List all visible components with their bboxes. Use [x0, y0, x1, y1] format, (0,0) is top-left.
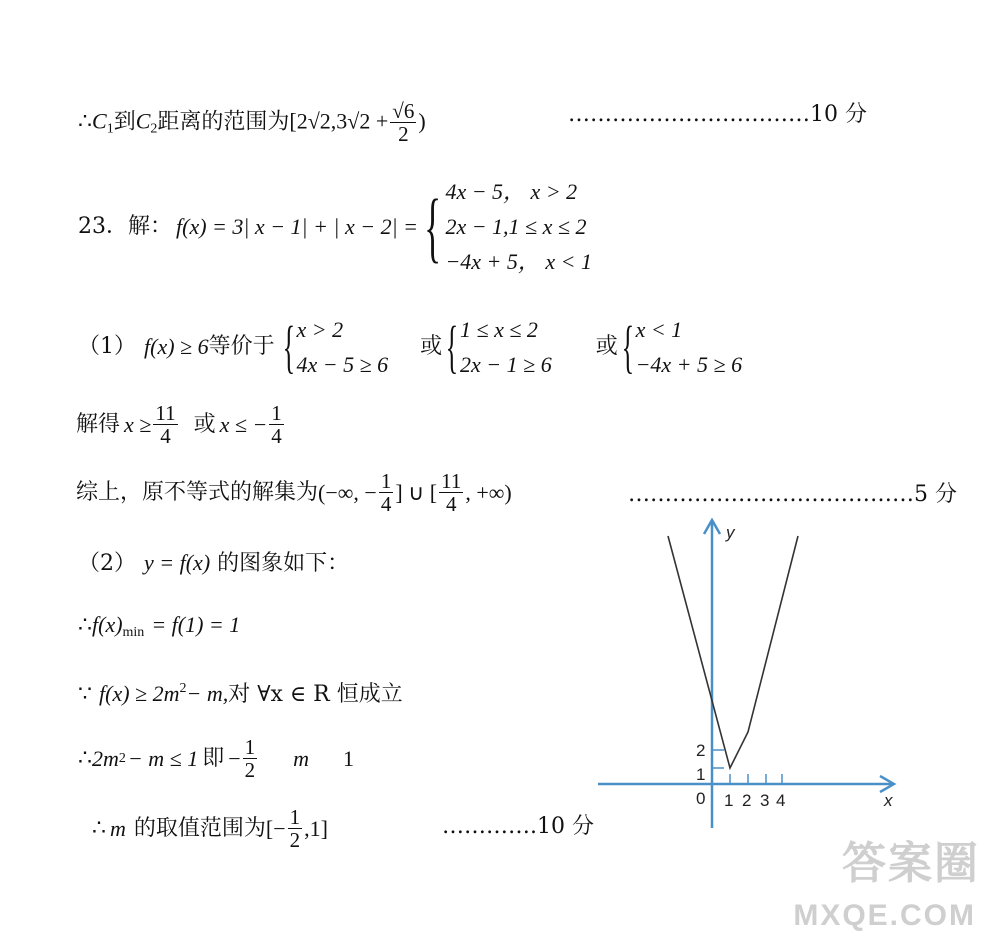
watermark-logo: 答案圈: [842, 839, 980, 888]
system-3: { x < 1 −4x + 5 ≥ 6: [621, 314, 743, 380]
summary-line: 综上，原不等式的解集为 (−∞, − $\frac{1}{4}$ ] ∪ [ $\frac{11}{4}$ , +∞): [76, 469, 512, 517]
inequality-line: ∴ 2m 2 − m ≤ 1 即 − $\frac{1}{2}$ m 1: [78, 735, 355, 783]
therefore-symbol: ∴: [78, 109, 92, 135]
q23-definition: 23．解： f(x) = 3| x − 1| + | x − 2| = { 4x − 5， x > 2 2x − 1,1 ≤ x ≤ 2 −4x + 5， x < 1: [78, 174, 592, 280]
y-tick-label-1: 1: [696, 765, 706, 784]
x-tick-label-3: 3: [760, 791, 770, 810]
question-number: 23．解：: [78, 213, 172, 239]
system-2: { 1 ≤ x ≤ 2 2x − 1 ≥ 6: [445, 314, 552, 380]
x-tick-label-4: 4: [776, 791, 786, 810]
system-1: { x > 2 4x − 5 ≥ 6: [282, 314, 389, 380]
y-tick-label-2: 2: [696, 741, 706, 760]
score-range: ………….10 分: [442, 814, 594, 839]
x-tick-label-1: 1: [724, 791, 734, 810]
because-line: ∵ $f(x) \ge 2m^2- m$,对 ∀x ∈ R 恒成立: [78, 681, 403, 707]
range-line: ∴ m 的取值范围为 [− $\frac{1}{2}$ ,1]: [92, 805, 328, 853]
part1-equivalence: （1） f(x) ≥ 6 等价于 { x > 2 4x − 5 ≥ 6 或 { 1 ≤ x ≤ 2 2x − 1 ≥ 6 或 { x < 1 −4x + 5 ≥ 6: [78, 312, 742, 382]
score-line1: ……………………………10 分: [568, 102, 867, 127]
fraction-sqrt6-over-2: $\frac{√6}{2}$: [392, 99, 415, 147]
function-graph: [592, 512, 902, 832]
watermark-url: MXQE.COM: [793, 899, 976, 932]
solve-line: 解得 x ≥ $\frac{11}{4}$ 或 x ≤ − $\frac{1}{4}$: [76, 401, 282, 449]
x-axis-label: x: [884, 791, 893, 810]
part2-line: （2） y = f(x) 的图象如下：: [78, 550, 350, 576]
y-axis-label: y: [726, 523, 735, 542]
line-distance-range: $\therefore C_1$到$C_2$距离的范围为[2√2,3√2 + $\frac{√6}{2}$ ): [78, 99, 426, 147]
piecewise-cases: { 4x − 5， x > 2 2x − 1,1 ≤ x ≤ 2 −4x + 5， x < 1: [424, 179, 593, 275]
origin-label: 0: [696, 789, 706, 808]
x-tick-label-2: 2: [742, 791, 752, 810]
function-curve: [668, 536, 798, 768]
score-summary: …………………………………5 分: [628, 482, 957, 507]
min-line: $\therefore f(x)_{min} = f(1) = 1$: [78, 612, 241, 640]
